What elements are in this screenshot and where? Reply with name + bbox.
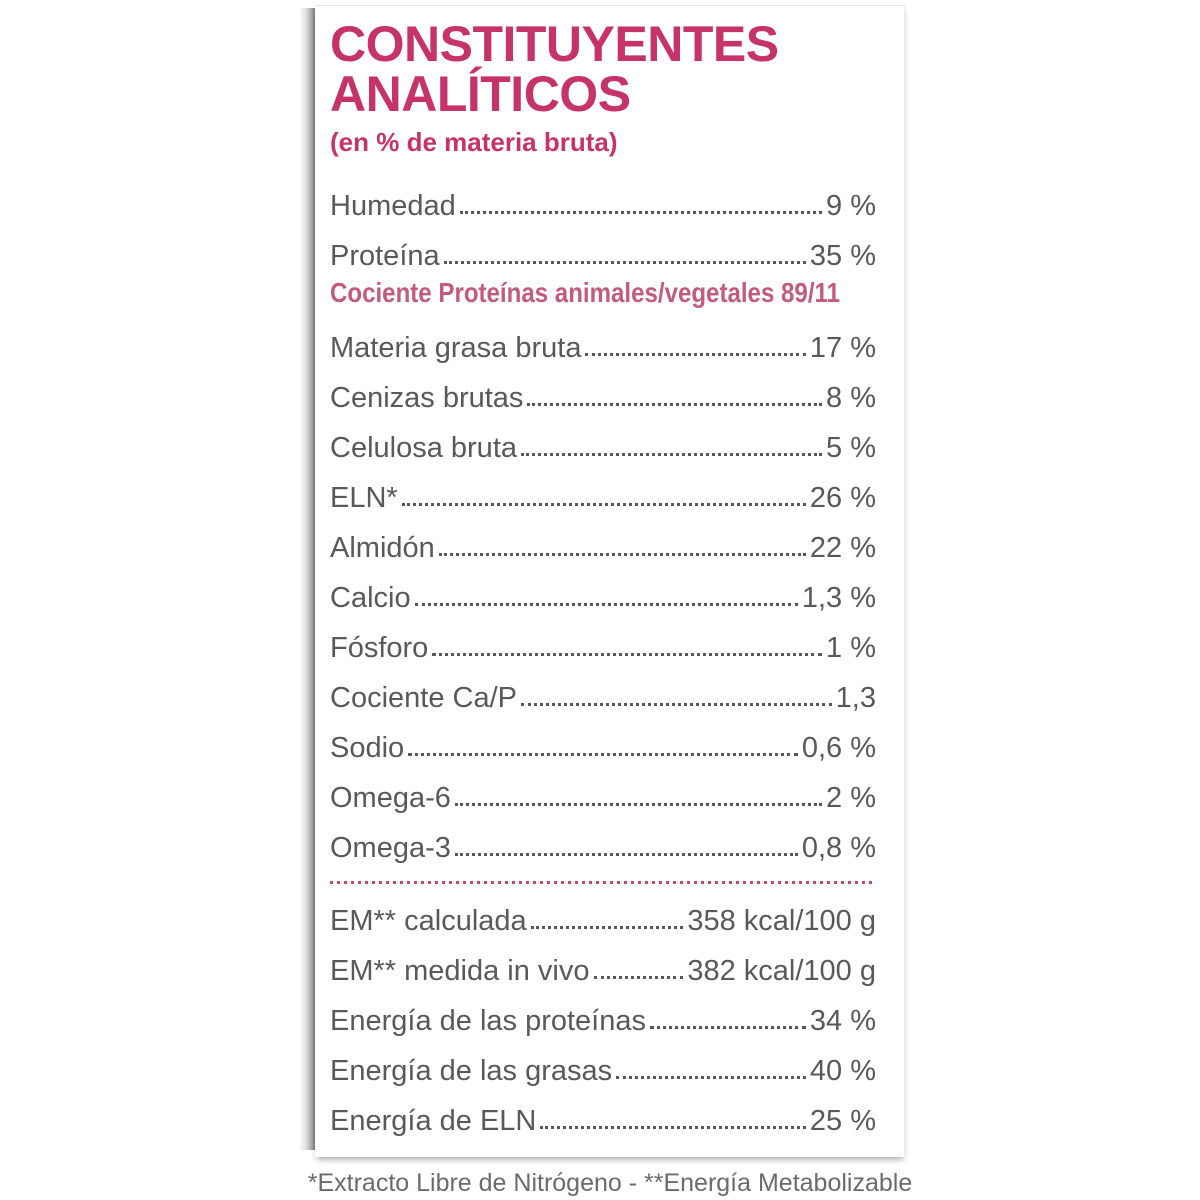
label-left-edge-shadow xyxy=(299,8,315,1150)
panel-subtitle: (en % de materia bruta) xyxy=(330,127,618,157)
row-label: Sodio xyxy=(330,732,405,764)
panel-title-line1: CONSTITUYENTES xyxy=(330,16,779,72)
table-row xyxy=(330,313,876,363)
row-value: 382 kcal/100 g xyxy=(687,955,876,987)
dotted-leader xyxy=(402,503,806,506)
row-value: 9 % xyxy=(826,190,876,222)
dotted-leader xyxy=(455,803,822,806)
dotted-leader xyxy=(531,926,684,929)
dotted-leader xyxy=(521,453,822,456)
row-value: 8 % xyxy=(826,382,876,414)
table-row xyxy=(330,513,876,563)
table-row xyxy=(330,713,876,763)
protein-ratio-text: Cociente Proteínas animales/vegetales 89/11 xyxy=(330,277,840,308)
constituents-list-top xyxy=(330,171,876,271)
table-row xyxy=(330,886,876,936)
row-label: Calcio xyxy=(330,582,411,614)
table-row xyxy=(330,763,876,813)
row-label: Omega-6 xyxy=(330,782,451,814)
dotted-leader xyxy=(444,261,806,264)
table-row xyxy=(330,986,876,1036)
row-label: Materia grasa bruta xyxy=(330,332,582,364)
row-label: EM** medida in vivo xyxy=(330,955,590,987)
protein-ratio-row xyxy=(330,271,876,313)
dotted-leader xyxy=(521,703,832,706)
row-label: Energía de ELN xyxy=(330,1105,537,1137)
dotted-leader xyxy=(585,353,805,356)
row-label: Cociente Ca/P xyxy=(330,682,517,714)
row-value: 5 % xyxy=(826,432,876,464)
table-row xyxy=(330,613,876,663)
table-row xyxy=(330,663,876,713)
row-label: Omega-3 xyxy=(330,832,451,864)
row-label: Celulosa bruta xyxy=(330,432,517,464)
dotted-leader xyxy=(527,403,822,406)
analytical-constituents-panel xyxy=(315,5,905,1157)
row-label: EM** calculada xyxy=(330,905,527,937)
row-value: 0,8 % xyxy=(801,832,876,864)
table-row xyxy=(330,1036,876,1086)
row-value: 1,3 xyxy=(835,682,876,714)
table-row xyxy=(330,363,876,413)
dotted-leader xyxy=(540,1126,806,1129)
row-label: Humedad xyxy=(330,190,456,222)
dotted-leader xyxy=(650,1026,806,1029)
row-label: Energía de las proteínas xyxy=(330,1005,646,1037)
row-label: Fósforo xyxy=(330,632,429,664)
row-value: 1,3 % xyxy=(801,582,876,614)
dotted-leader xyxy=(616,1076,806,1079)
row-value: 26 % xyxy=(809,482,876,514)
table-row xyxy=(330,1086,876,1136)
pink-dotted-divider xyxy=(330,881,876,884)
row-value: 22 % xyxy=(809,532,876,564)
row-value: 34 % xyxy=(809,1005,876,1037)
dotted-leader xyxy=(408,753,798,756)
table-row xyxy=(330,221,876,271)
energy-list xyxy=(330,886,876,1136)
row-value: 358 kcal/100 g xyxy=(687,905,876,937)
row-value: 1 % xyxy=(826,632,876,664)
table-row xyxy=(330,413,876,463)
row-label: Proteína xyxy=(330,240,440,272)
row-value: 40 % xyxy=(809,1055,876,1087)
dotted-leader xyxy=(432,653,822,656)
row-label: Almidón xyxy=(330,532,435,564)
panel-title xyxy=(330,16,876,122)
table-row xyxy=(330,563,876,613)
table-row xyxy=(330,171,876,221)
row-value: 35 % xyxy=(809,240,876,272)
row-value: 25 % xyxy=(809,1105,876,1137)
row-label: Energía de las grasas xyxy=(330,1055,613,1087)
table-row xyxy=(330,813,876,863)
row-label: Cenizas brutas xyxy=(330,382,524,414)
row-value: 0,6 % xyxy=(801,732,876,764)
dotted-leader xyxy=(439,553,806,556)
table-row xyxy=(330,463,876,513)
dotted-leader xyxy=(455,853,798,856)
row-label: ELN* xyxy=(330,482,398,514)
footnote: *Extracto Libre de Nitrógeno - **Energía Metabolizable xyxy=(307,1169,913,1197)
table-row xyxy=(330,936,876,986)
panel-title-line2: ANALÍTICOS xyxy=(330,66,631,122)
row-value: 2 % xyxy=(826,782,876,814)
dotted-leader xyxy=(594,976,684,979)
constituents-list-main xyxy=(330,313,876,863)
row-value: 17 % xyxy=(809,332,876,364)
dotted-leader xyxy=(415,603,798,606)
dotted-leader xyxy=(460,211,822,214)
